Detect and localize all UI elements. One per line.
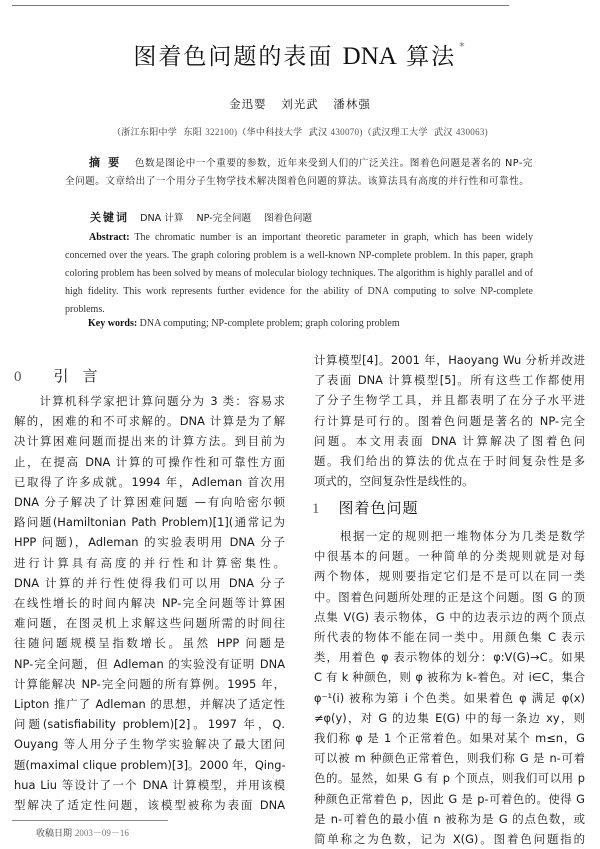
keyword-cn: NP-完全问题 xyxy=(196,213,252,224)
text-line: C 有 k 种颜色，则 φ 被称为 k-着色。对 i∈C，集合 xyxy=(314,670,585,685)
column-left-introduction xyxy=(14,391,285,815)
text-line: 两个物体，规则要指定它们是不是可以在同一类 xyxy=(314,569,585,584)
text-line: HPP 问题)，Adleman 的实验表明用 DNA 分子 xyxy=(14,535,285,550)
authors: 金迅婴 刘光武 潘林强 xyxy=(229,97,371,111)
text-line: 解的，困难的和不可求解的。DNA 计算是为了解 xyxy=(14,414,285,429)
text-line: 问题(satisfiability problem)[2]。1997 年，Q. xyxy=(14,717,285,732)
text-line: hua Liu 等设计了一个 DNA 计算模型，并用该模 xyxy=(14,777,285,792)
text-line: 往随问题规模呈指数增长。虽然 HPP 问题是 xyxy=(14,636,285,651)
abstract-cn-label: 摘要 xyxy=(89,156,128,169)
text-line: DNA 分子解决了计算困难问题 —有向哈密尔顿 xyxy=(14,495,285,510)
paper-title xyxy=(0,38,600,71)
title-cn-part2: 算法 xyxy=(406,44,457,70)
text-line: 进行计算具有高度的并行性和计算密集性。 xyxy=(14,555,285,570)
keyword-cn: 图着色问题 xyxy=(264,213,313,224)
text-line: 计算能解决 NP-完全问题的所有算例。1995 年， xyxy=(14,676,285,691)
title-cn-part1: 图着色问题的表面 xyxy=(133,44,334,70)
abstract-en xyxy=(65,229,533,319)
text-line: 可以被 m 种颜色正常着色，则我们称 G 是 n-可着 xyxy=(314,751,585,766)
text-line: 型解决了适定性问题，该模型被称为表面 DNA xyxy=(14,798,285,813)
keywords-en-text: DNA computing; NP-complete problem; graph coloring problem xyxy=(139,318,400,329)
text-line: 中。图着色问题所处理的正是这个问题。图 G 的顶 xyxy=(314,589,585,604)
text-line: 中很基本的问题。一种简单的分类规则就是对每 xyxy=(314,549,585,564)
keyword-cn: DNA 计算 xyxy=(140,213,184,224)
affiliations xyxy=(0,125,600,138)
text-line: Lipton 推广了 Adleman 的思想，并解决了适定性 xyxy=(14,697,285,712)
text-line: 是 n-可着色的最小值 n 被称为是 G 的点色数，或 xyxy=(314,811,585,826)
section-heading-introduction xyxy=(14,365,112,386)
footnote-rule xyxy=(12,820,168,821)
text-line: 了分子生物学工具，并且都表明了在分子水平进 xyxy=(314,393,585,408)
text-line: 我们称 φ 是 1 个正常着色。如果对某个 m≤n，G xyxy=(314,731,585,746)
text-line: Ouyang 等人用分子生物学实验解决了最大团问 xyxy=(14,737,285,752)
text-line: 所代表的物体不能在同一类中。用颜色集 C 表示 xyxy=(314,630,585,645)
text-line: NP-完全问题，但 Adleman 的实验没有证明 DNA xyxy=(14,656,285,671)
header-rule xyxy=(12,5,509,6)
text-line: 根据一定的规则把一堆物体分为几类是数学 xyxy=(314,529,585,543)
footnote-label: 收稿日期 xyxy=(36,829,73,839)
text-line: 类，用着色 φ 表示物体的划分：φ:V(G)→C。如果 xyxy=(314,650,585,665)
abstract-en-label: Abstract: xyxy=(89,232,130,243)
text-line: 计算模型[4]。2001 年，Haoyang Wu 分析并改进 xyxy=(314,353,585,367)
text-line: 简单称之为色数，记为 X(G)。图着色问题指的 xyxy=(314,832,585,847)
text-line: 种颜色正常着色 p，因此 G 是 p-可着色的。使得 G xyxy=(314,791,585,806)
section-heading-graph-coloring xyxy=(312,497,419,518)
column-right-graph-coloring xyxy=(314,526,585,849)
keywords-en xyxy=(88,318,400,329)
footnote-received-date xyxy=(36,826,129,839)
section-title: 图着色问题 xyxy=(338,499,419,517)
text-line: 项式的，空间复杂性是线性的。 xyxy=(314,474,474,489)
text-line: 点集 V(G) 表示物体，G 中的边表示边的两个顶点 xyxy=(314,609,585,624)
title-latin: DNA xyxy=(342,43,397,70)
affiliation-3: （武汉理工大学 武汉 430063) xyxy=(362,127,488,138)
text-line: 行计算是可行的。图着色问题是著名的 NP-完全 xyxy=(314,413,585,428)
text-line: 计算机科学家把计算问题分为 3 类：容易求 xyxy=(14,394,285,408)
keywords-cn xyxy=(90,209,322,225)
abstract-en-text: The chromatic number is an important theoretic parameter in graph, which has been widely concerned over the years. The graph coloring problem is a well-known NP-complete problem. In this paper, graph coloring problem has been solved by means of molecular biology techniques. The algorithm is highly parallel and of high fidelity. This work represents further evidence for the ability of DNA computing to solve NP-complete problems. xyxy=(65,232,533,315)
text-line: DNA 计算的并行性使得我们可以用 DNA 分子 xyxy=(14,575,285,590)
column-right-introduction-continued xyxy=(314,350,585,491)
text-line: 题(maximal clique problem)[3]。2000 年，Qing- xyxy=(14,757,286,772)
text-line: 题。我们给出的算法的优点在于时间复杂性是多 xyxy=(314,454,585,469)
section-number: 1 xyxy=(312,501,321,517)
section-title: 引言 xyxy=(53,367,112,385)
footnote-date: 2003－09－16 xyxy=(74,828,129,838)
abstract-cn xyxy=(65,154,533,191)
text-line: 难问题，在图灵机上求解这些问题所需的时间往 xyxy=(14,616,285,631)
text-line: ≠φ(y)，对 G 的边集 E(G) 中的每一条边 xy，则 xyxy=(314,710,585,725)
affiliation-2: （华中科技大学 武汉 430070) xyxy=(237,127,363,138)
section-number: 0 xyxy=(14,369,36,385)
text-line: 已取得了许多成就。1994 年，Adleman 首次用 xyxy=(14,474,285,489)
text-line: 了表面 DNA 计算模型[5]。所有这些工作都使用 xyxy=(314,373,585,388)
keywords-cn-label: 关键词 xyxy=(90,211,129,224)
keywords-en-label: Key words: xyxy=(88,318,138,329)
abstract-cn-text: 色数是图论中一个重要的参数，近年来受到人们的广泛关注。图着色问题是著名的 NP-完全问题。文章给出了一个用分子生物学技术解决图着色问题的算法。该算法具有高度的并行性和可靠性。 xyxy=(65,158,533,187)
title-footnote-mark: * xyxy=(459,40,467,53)
text-line: 色的。显然，如果 G 有 p 个顶点，则我们可以用 p xyxy=(314,771,585,786)
text-line: 决计算困难问题而提出来的计算方法。到目前为 xyxy=(14,434,285,449)
text-line: 止，在提高 DNA 计算的可操作性和可靠性方面 xyxy=(14,454,285,469)
text-line: φ⁻¹(i) 被称为第 i 个色类。如果着色 φ 满足 φ(x) xyxy=(314,690,585,705)
affiliation-1: （浙江东阳中学 东阳 322100) xyxy=(112,127,238,138)
text-line: 路问题(Hamiltonian Path Problem)[1](通常记为 xyxy=(14,515,285,530)
text-line: 问题。本文用表面 DNA 计算解决了图着色问 xyxy=(314,433,585,448)
text-line: 在线性增长的时间内解决 NP-完全问题等计算困 xyxy=(14,596,285,611)
